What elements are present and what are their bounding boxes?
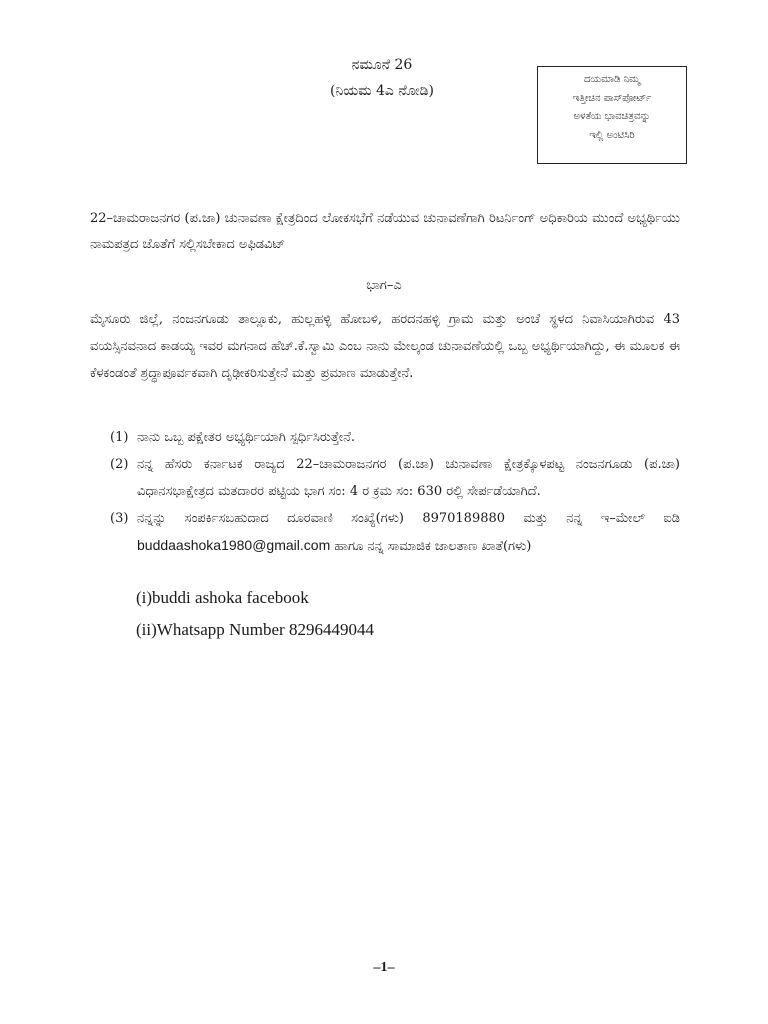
item-text: ನಾನು ಒಬ್ಬ ಪಕ್ಷೇತರ ಅಭ್ಯರ್ಥಿಯಾಗಿ ಸ್ಪರ್ಧಿಸಿರುತ್ತೇನೆ. (137, 430, 356, 445)
form-header (250, 54, 514, 102)
list-item (110, 505, 680, 560)
declaration-paragraph: ಮೈಸೂರು ಜಿಲ್ಲೆ, ನಂಜನಗೂಡು ತಾಲ್ಲೂಕು, ಹುಲ್ಲಹಳ್ಳಿ ಹೋಬಳಿ, ಹರದನಹಳ್ಳಿ ಗ್ರಾಮ ಮತ್ತು ಅಂಚೆ ಸ್ಥಳದ ನಿವಾಸಿಯಾಗಿರುವ 43 ವಯಸ್ಸಿನವನಾದ ಕಾಡಯ್ಯ ಇವರ ಮಗನಾದ ಹೆಚ್.ಕೆ.ಸ್ವಾಮಿ ಎಂಬ ನಾನು ಮೇಲ್ಕಂಡ ಚುನಾವಣೆಯಲ್ಲಿ ಒಬ್ಬ ಅಭ್ಯರ್ಥಿಯಾಗಿದ್ದು, ಈ ಮೂಲಕ ಈ ಕೆಳಕಂಡಂತೆ ಶ್ರದ್ಧಾಪೂರ್ವಕವಾಗಿ ದೃಢೀಕರಿಸುತ್ತೇನೆ ಮತ್ತು ಪ್ರಮಾಣ ಮಾಡುತ್ತೇನೆ. (90, 312, 680, 381)
photo-box-line: ಇಲ್ಲಿ ಅಂಟಿಸಿರಿ (589, 129, 635, 141)
affidavit-title: 22–ಚಾಮರಾಜನಗರ (ಪ.ಜಾ) ಚುನಾವಣಾ ಕ್ಷೇತ್ರದಿಂದ ಲೋಕಸಭೆಗೆ ನಡೆಯುವ ಚುನಾವಣೆಗಾಗಿ ರಿಟರ್ನಿಂಗ್ ಅಧಿಕಾರಿಯ ಮುಂದೆ ಅಭ್ಯರ್ಥಿಯು ನಾಮಪತ್ರದ ಜೊತೆಗೆ ಸಲ್ಲಿಸಬೇಕಾದ ಅಫಿಡವಿಟ್ (90, 211, 680, 252)
social-account-facebook: (i)buddi ashoka facebook (136, 588, 309, 607)
form-number: ನಮೂನೆ 26 (351, 57, 413, 73)
item-text: ನನ್ನನ್ನು ಸಂಪರ್ಕಿಸಬಹುದಾದ ದೂರವಾಣಿ ಸಂಖ್ಯೆ(ಗಳು) 8970189880 ಮತ್ತು ನನ್ನ ಇ–ಮೇಲ್ ಐಡಿ (137, 511, 680, 526)
email-address: buddaashoka1980@gmail.com (137, 537, 331, 553)
item-number: (3) (110, 511, 129, 526)
photo-box-line: ಇತ್ತೀಚಿನ ಪಾಸ್‌ಪೋರ್ಟ್ (572, 92, 652, 104)
item-text: ಹಾಗೂ ನನ್ನ ಸಾಮಾಜಿಕ ಜಾಲತಾಣ ಖಾತೆ(ಗಳು) (330, 539, 532, 554)
item-number: (1) (110, 430, 129, 445)
photo-box-line: ಅಳತೆಯ ಭಾವಚಿತ್ರವನ್ನು (573, 111, 651, 122)
photo-box-line: ದಯಮಾಡಿ ನಿಮ್ಮ (583, 74, 641, 85)
item-number: (2) (110, 457, 129, 472)
list-item (110, 451, 680, 505)
photo-placeholder-box (537, 66, 687, 164)
rule-reference: (ನಿಯಮ 4ಎ ನೋಡಿ) (330, 83, 434, 99)
page-number: –1– (373, 960, 395, 975)
social-account-whatsapp: (ii)Whatsapp Number 8296449044 (136, 620, 374, 639)
list-item (110, 424, 680, 451)
part-heading: ಭಾಗ–ಎ (366, 278, 402, 293)
affidavit-items-list (110, 424, 680, 560)
item-text: ನನ್ನ ಹೆಸರು ಕರ್ನಾಟಕ ರಾಜ್ಯದ 22–ಚಾಮರಾಜನಗರ (ಪ.ಜಾ) ಚುನಾವಣಾ ಕ್ಷೇತ್ರಕ್ಕೊಳಪಟ್ಟ ನಂಜನಗೂಡು (ಪ.ಜಾ) ವಿಧಾನಸಭಾಕ್ಷೇತ್ರದ ಮತದಾರರ ಪಟ್ಟಿಯ ಭಾಗ ಸಂ: 4 ರ ಕ್ರಮ ಸಂ: 630 ರಲ್ಲಿ ಸೇರ್ಪಡೆಯಾಗಿದೆ. (137, 457, 680, 499)
